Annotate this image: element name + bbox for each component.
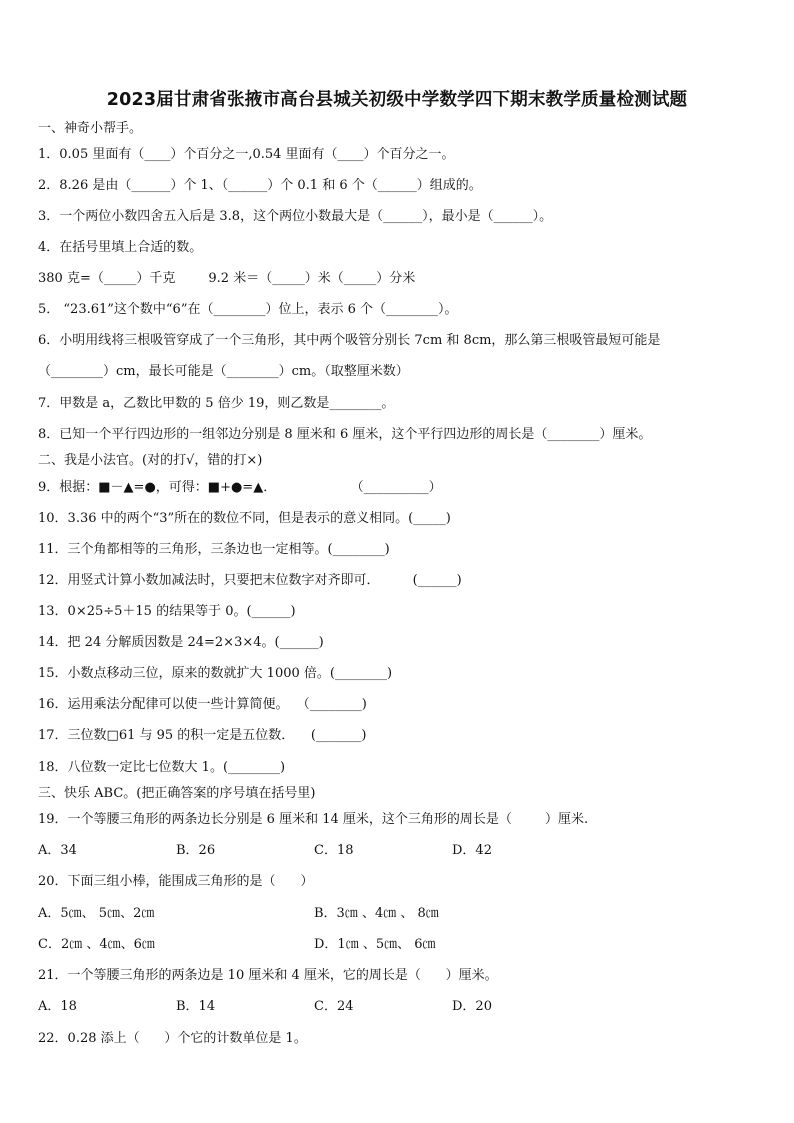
question-2: 2．8.26 是由（______）个 1、（______）个 0.1 和 6 个（______）组成的。: [38, 178, 482, 193]
question-17: 17．三位数□61 与 95 的积一定是五位数． (_______): [38, 728, 367, 743]
question-7: 7．甲数是 a，乙数比甲数的 5 倍少 19，则乙数是________。: [38, 396, 395, 411]
section-heading-3: 三、快乐 ABC。(把正确答案的序号填在括号里): [38, 786, 316, 801]
q19-option-c: C．18: [314, 843, 354, 858]
question-14: 14．把 24 分解质因数是 24=2×3×4。(______): [38, 635, 324, 650]
q20-option-b: B．3㎝ 、4㎝ 、 8㎝: [314, 906, 439, 921]
q20-option-a: A．5㎝、 5㎝、2㎝: [38, 906, 155, 921]
question-19: 19．一个等腰三角形的两条边长分别是 6 厘米和 14 厘米，这个三角形的周长是（ ）厘米.: [38, 812, 589, 827]
question-11: 11．三个角都相等的三角形，三条边也一定相等。(________): [38, 542, 390, 557]
question-22: 22．0.28 添上（ ）个它的计数单位是 1。: [38, 1031, 307, 1046]
question-1: 1．0.05 里面有（____）个百分之一,0.54 里面有（____）个百分之一。: [38, 147, 455, 162]
question-21: 21．一个等腰三角形的两条边是 10 厘米和 4 厘米，它的周长是（ ）厘米。: [38, 968, 498, 983]
question-12: 12．用竖式计算小数加减法时，只要把末位数字对齐即可． (______): [38, 573, 462, 588]
section-heading-1: 一、神奇小帮手。: [38, 121, 143, 136]
question-4: 4．在括号里填上合适的数。: [38, 240, 203, 255]
question-5: 5． “23.61”这个数中“6”在（________）位上，表示 6 个（________）。: [38, 302, 458, 317]
q19-option-b: B．26: [176, 843, 216, 858]
question-15: 15．小数点移动三位，原来的数就扩大 1000 倍。(________): [38, 666, 393, 681]
q20-option-d: D．1㎝ 、5㎝、 6㎝: [314, 937, 436, 952]
question-3: 3．一个两位小数四舍五入后是 3.8，这个两位小数最大是（______），最小是（______）。: [38, 209, 553, 224]
question-18: 18．八位数一定比七位数大 1。(________): [38, 760, 286, 775]
question-16: 16．运用乘法分配律可以使一些计算简便。 （________): [38, 697, 367, 712]
question-13: 13．0×25÷5＋15 的结果等于 0。(______): [38, 604, 296, 619]
question-8: 8．已知一个平行四边形的一组邻边分别是 8 厘米和 6 厘米，这个平行四边形的周长是（________）厘米。: [38, 427, 652, 442]
q21-option-a: A．18: [38, 999, 77, 1014]
question-10: 10．3.36 中的两个“3”所在的数位不同，但是表示的意义相同。(_____): [38, 511, 451, 526]
question-6-line1: 6．小明用线将三根吸管穿成了一个三角形，其中两个吸管分别长 7cm 和 8cm，那么第三根吸管最短可能是: [38, 333, 661, 348]
q21-option-d: D．20: [452, 999, 492, 1014]
q19-option-d: D．42: [452, 843, 492, 858]
question-9: 9．根据：■－▲=●，可得：■+●=▲． （__________）: [38, 480, 442, 495]
q21-option-b: B．14: [176, 999, 216, 1014]
question-6-line2: （________）cm，最长可能是（________）cm。（取整厘米数）: [38, 364, 409, 379]
q21-option-c: C．24: [314, 999, 354, 1014]
page-title: 2023届甘肃省张掖市高台县城关初级中学数学四下期末教学质量检测试题: [106, 90, 688, 110]
q20-option-c: C．2㎝ 、4㎝、6㎝: [38, 937, 155, 952]
section-heading-2: 二、我是小法官。(对的打√，错的打×): [38, 453, 263, 468]
question-4-sub: 380 克=（_____）千克 9.2 米＝（_____）米（_____）分米: [38, 271, 416, 286]
question-20: 20．下面三组小棒，能围成三角形的是（ ）: [38, 874, 314, 889]
q19-option-a: A．34: [38, 843, 77, 858]
